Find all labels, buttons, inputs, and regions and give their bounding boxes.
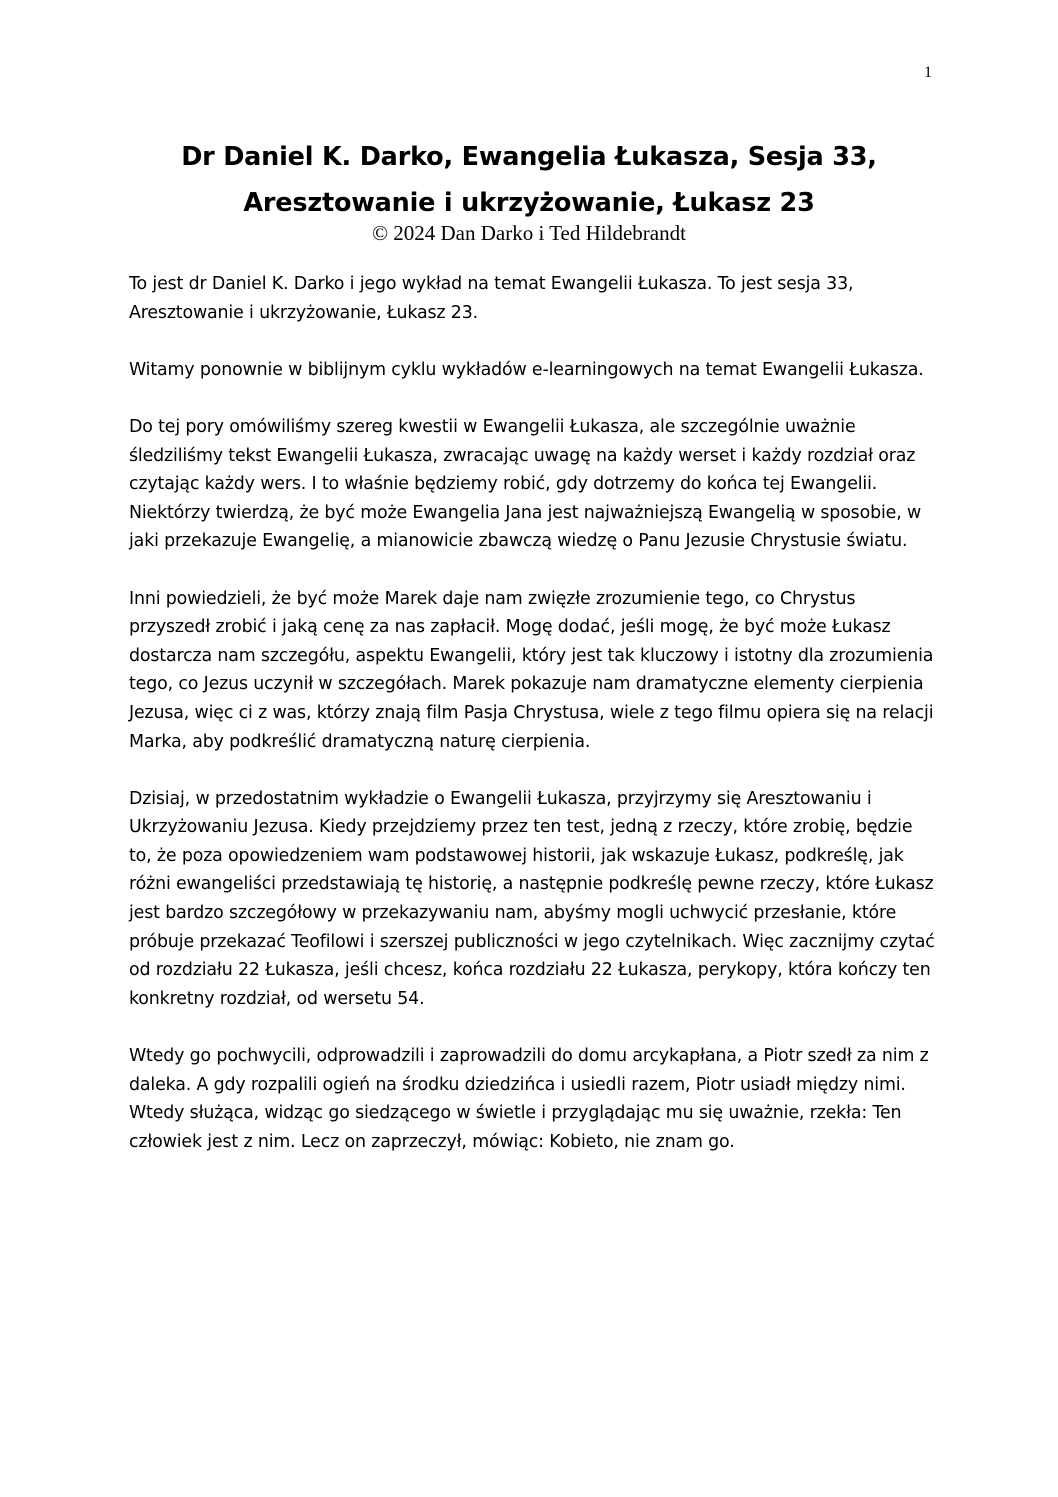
paragraph-scripture: Wtedy go pochwycili, odprowadzili i zaprowadzili do domu arcykapłana, a Piotr szedł za nim z daleka. A gdy rozpalili ogień na środku dziedzińca i usiedli razem, Piotr usiadł między nimi. Wtedy służąca, widząc go siedzącego w świetle i przyglądając mu się uważnie, rzekła: Ten człowiek jest z nim. Lecz on zaprzeczył, mówiąc: Kobieto, nie znam go.: [129, 1046, 929, 1152]
document-body: [129, 270, 939, 1185]
copyright-notice: © 2024 Dan Darko i Ted Hildebrandt: [372, 221, 686, 245]
paragraph-intro: To jest dr Daniel K. Darko i jego wykład na temat Ewangelii Łukasza. To jest sesja 33, Aresztowanie i ukrzyżowanie, Łukasz 23.: [129, 274, 854, 323]
title-line-1: Dr Daniel K. Darko, Ewangelia Łukasza, Sesja 33,: [181, 142, 877, 172]
page-number: 1: [924, 64, 932, 81]
paragraph-welcome: Witamy ponownie w biblijnym cyklu wykładów e-learningowych na temat Ewangelii Łukasza.: [129, 359, 924, 380]
title-line-2: Aresztowanie i ukrzyżowanie, Łukasz 23: [243, 188, 815, 218]
paragraph-mark: Inni powiedzieli, że być może Marek daje nam zwięzłe zrozumienie tego, co Chrystus przyszedł zrobić i jaką cenę za nas zapłacił. Mogę dodać, jeśli mogę, że być może Łukasz dostarcza nam szczegółu, aspektu Ewangelii, który jest tak kluczowy i istotny dla zrozumienia tego, co Jezus uczynił w szczegółach. Marek pokazuje nam dramatyczne elementy cierpienia Jezusa, więc ci z was, którzy znają film Pasja Chrystusa, wiele z tego filmu opiera się na relacji Marka, aby podkreślić dramatyczną naturę cierpienia.: [129, 588, 934, 752]
paragraph-overview: Do tej pory omówiliśmy szereg kwestii w Ewangelii Łukasza, ale szczególnie uważnie śledziliśmy tekst Ewangelii Łukasza, zwracając uwagę na każdy werset i każdy rozdział oraz czytając każdy wers. I to właśnie będziemy robić, gdy dotrzemy do końca tej Ewangelii. Niektórzy twierdzą, że być może Ewangelia Jana jest najważniejszą Ewangelią w sposobie, w jaki przekazuje Ewangelię, a mianowicie zbawczą wiedzę o Panu Jezusie Chrystusie światu.: [129, 416, 922, 552]
paragraph-today: Dzisiaj, w przedostatnim wykładzie o Ewangelii Łukasza, przyjrzymy się Aresztowaniu i Ukrzyżowaniu Jezusa. Kiedy przejdziemy przez ten test, jedną z rzeczy, które zrobię, będzie to, że poza opowiedzeniem wam podstawowej historii, jak wskazuje Łukasz, podkreślę, jak różni ewangeliści przedstawiają tę historię, a następnie podkreślę pewne rzeczy, które Łukasz jest bardzo szczegółowy w przekazywaniu nam, abyśmy mogli uchwycić przesłanie, które próbuje przekazać Teofilowi i szerszej publiczności w jego czytelnikach. Więc zacznijmy czytać od rozdziału 22 Łukasza, jeśli chcesz, końca rozdziału 22 Łukasza, perykopy, która kończy ten konkretny rozdział, od wersetu 54.: [129, 788, 935, 1009]
document-title: [100, 134, 958, 226]
